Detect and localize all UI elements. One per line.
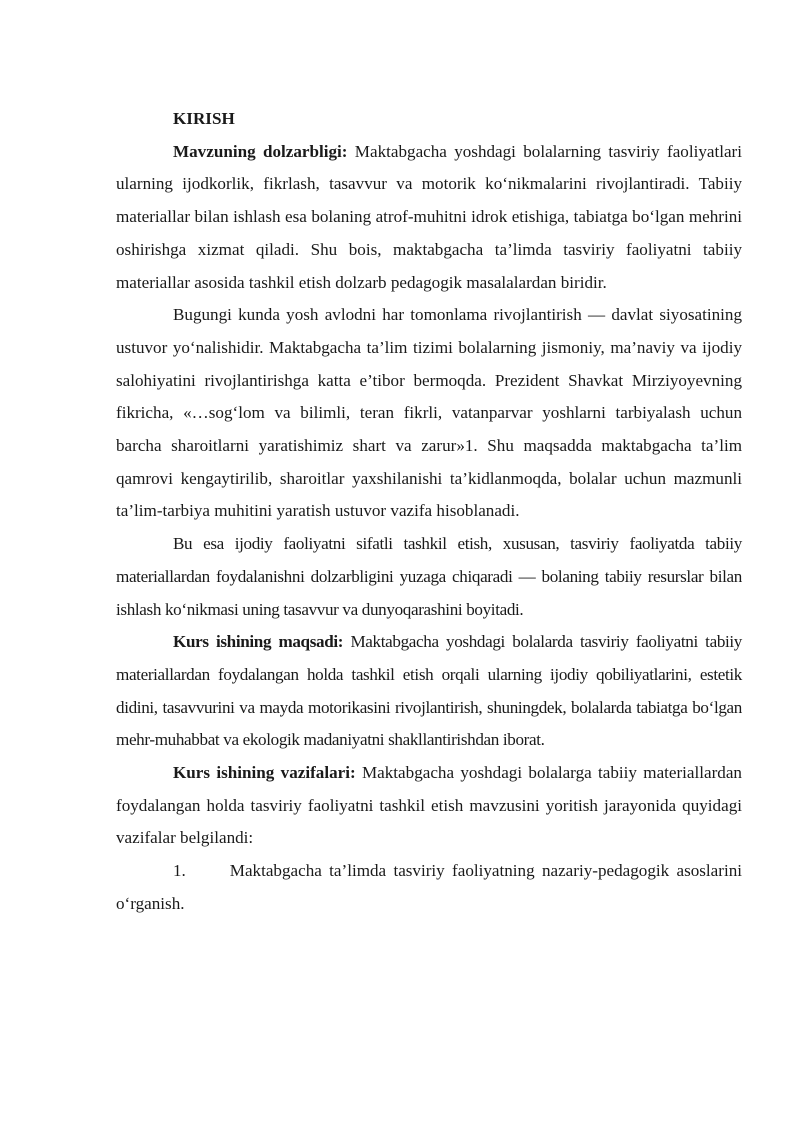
paragraph-significance (116, 528, 742, 626)
paragraph-label: Mavzuning dolzarbligi: (173, 141, 348, 161)
document-page (116, 103, 742, 921)
paragraph-label: Kurs ishining maqsadi: (173, 632, 344, 652)
paragraph-goal (116, 626, 742, 757)
paragraph-relevance (116, 136, 742, 300)
paragraph-text: Maktabgacha yoshdagi bolalarda tasviriy faoliyatni tabiiy materiallardan foydalangan holda tashkil etish orqali ularning ijodiy qobiliyatlarini, estetik didini, tasavvurini va mayda motorikasini rivojlantirish, shuningdek, bolalarda tabiatga bo‘lgan mehr-muhabbat va ekologik madaniyatni shakllantirishdan iborat. (116, 632, 743, 750)
list-item-task-1 (116, 855, 742, 920)
paragraph-context (116, 299, 742, 528)
paragraph-text: 1. Maktabgacha ta’limda tasviriy faoliyatning nazariy-pedagogik asoslarini o‘rganish. (116, 861, 742, 913)
section-heading: KIRISH (173, 109, 235, 128)
paragraph-text: Maktabgacha yoshdagi bolalarga tabiiy materiallardan foydalangan holda tasviriy faoliyatni tashkil etish mavzusini yoritish jarayonida quyidagi vazifalar belgilandi: (116, 763, 742, 848)
paragraph-tasks (116, 757, 742, 855)
paragraph-text: Bu esa ijodiy faoliyatni sifatli tashkil etish, xususan, tasviriy faoliyatda tabiiy materiallardan foydalanishni dolzarbligini yuzaga chiqaradi — bolaning tabiiy resurslar bilan ishlash ko‘nikmasi uning tasavvur va dunyoqarashini boyitadi. (116, 534, 742, 619)
paragraph-label: Kurs ishining vazifalari: (173, 763, 356, 783)
paragraph-text: Bugungi kunda yosh avlodni har tomonlama rivojlantirish — davlat siyosatining ustuvor yo‘nalishidir. Maktabgacha ta’lim tizimi bolalarning jismoniy, ma’naviy va ijodiy salohiyatini rivojlantirishga katta e’tibor bermoqda. Prezident Shavkat Mirziyoyevning fikricha, «…sog‘lom va bilimli, teran fikrli, vatanparvar yoshlarni tarbiyalash uchun barcha sharoitlarni yaratishimiz shart va zarur»1. Shu maqsadda maktabgacha ta’lim qamrovi kengaytirilib, sharoitlar yaxshilanishi ta’kidlanmoqda, bolalar uchun mazmunli ta’lim-tarbiya muhitini yaratish ustuvor vazifa hisoblanadi. (116, 305, 742, 521)
paragraph-text: Maktabgacha yoshdagi bolalarning tasviriy faoliyatlari ularning ijodkorlik, fikrlash, tasavvur va motorik ko‘nikmalarini rivojlantiradi. Tabiiy materiallar bilan ishlash esa bolaning atrof-muhitni idrok etishiga, tabiatga bo‘lgan mehrini oshirishga xizmat qiladi. Shu bois, maktabgacha ta’limda tasviriy faoliyatni tabiiy materiallar asosida tashkil etish dolzarb pedagogik masalalardan biridir. (116, 141, 742, 292)
